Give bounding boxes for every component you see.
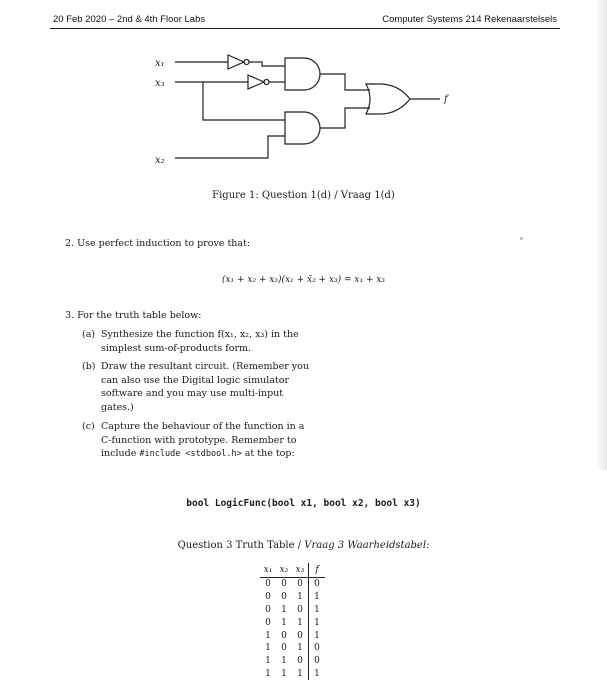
cell: 1: [265, 643, 271, 654]
question-2-text: 2. Use perfect induction to prove that:: [65, 238, 251, 249]
question-3-text: 3. For the truth table below:: [65, 310, 202, 321]
table-row: [260, 604, 325, 617]
table-row: [260, 629, 325, 642]
cell: 0: [265, 592, 271, 603]
cell: 0: [309, 642, 326, 655]
cell: 1: [297, 592, 303, 603]
input-label-x1: x₁: [155, 58, 165, 69]
truth-table-caption: [0, 540, 607, 551]
decorative-dot: [520, 237, 523, 240]
and-gate-top: [285, 58, 320, 90]
table-row: [260, 668, 325, 681]
cell: 1: [309, 604, 326, 617]
or-gate: [366, 84, 410, 114]
cell: 1: [265, 630, 271, 641]
not-gate-x1: [228, 55, 244, 69]
figure-caption: Figure 1: Question 1(d) / Vraag 1(d): [212, 190, 395, 201]
cell: 1: [281, 604, 287, 615]
cell: 1: [265, 668, 271, 679]
cell: 1: [309, 591, 326, 604]
part-label: (a): [82, 329, 96, 340]
cell: 1: [309, 616, 326, 629]
cell: 0: [265, 604, 271, 615]
cell: 1: [309, 668, 326, 681]
cell: 0: [297, 630, 303, 641]
and-gate-bottom: [285, 112, 320, 144]
part-text: Draw the resultant circuit. (Remember you can also use the Digital logic simulator software and you may use multi-input gates.): [101, 361, 310, 413]
output-label-f: f: [444, 94, 448, 105]
truth-table: [260, 563, 325, 680]
cell: 0: [265, 617, 271, 628]
header-rule: [50, 28, 560, 29]
cell: 1: [281, 617, 287, 628]
cell: 0: [281, 643, 287, 654]
cell: 1: [297, 668, 303, 679]
table-row: [260, 616, 325, 629]
cell: 0: [281, 630, 287, 641]
wire-not-x1: [249, 62, 285, 66]
part-label: (c): [82, 421, 95, 432]
wire-x2: [175, 136, 285, 158]
header-left-text: 20 Feb 2020 – 2nd & 4th Floor Labs: [53, 14, 206, 25]
cell: 1: [297, 643, 303, 654]
cell: 0: [281, 579, 287, 590]
question-3c: [82, 420, 310, 462]
function-prototype: bool LogicFunc(bool x1, bool x2, bool x3): [186, 498, 421, 509]
cell: 0: [297, 656, 303, 667]
cell: 0: [297, 579, 303, 590]
not-gate-x3: [248, 75, 264, 89]
truth-table-caption-italic: Vraag 3 Waarheidstabel:: [304, 540, 430, 551]
question-2-equation: (x₁ + x₂ + x₃)(x₁ + x̄₂ + x₃) = x₁ + x₃: [221, 275, 386, 285]
cell: 0: [309, 578, 326, 591]
truth-table-caption-text: Question 3 Truth Table /: [177, 540, 302, 551]
header-x2: x₂: [276, 563, 292, 578]
table-row: [260, 591, 325, 604]
cell: 1: [281, 656, 287, 667]
header-f: f: [309, 563, 326, 578]
cell: 1: [265, 656, 271, 667]
cell: 1: [309, 629, 326, 642]
cell: 0: [297, 604, 303, 615]
part-text: Synthesize the function f(x₁, x₂, x₃) in the simplest sum-of-products form.: [101, 329, 299, 354]
cell: 1: [281, 668, 287, 679]
header-x3: x₃: [292, 563, 309, 578]
header-x1: x₁: [260, 563, 276, 578]
table-row: [260, 578, 325, 591]
question-3a: [82, 328, 310, 355]
cell: 0: [265, 579, 271, 590]
part-text: [101, 420, 310, 462]
question-3b: [82, 360, 310, 414]
part-text-after: at the top:: [244, 448, 295, 459]
table-row: [260, 642, 325, 655]
wire-and-bottom-out: [320, 108, 370, 128]
part-label: (b): [82, 361, 96, 372]
include-code: #include <stdbool.h>: [139, 449, 242, 459]
wire-and-top-out: [320, 74, 370, 90]
wire-x3-branch: [203, 82, 285, 120]
header-right-text: Computer Systems 214 Rekenaarstelsels: [382, 14, 557, 25]
table-row: [260, 655, 325, 668]
input-label-x2: x₂: [155, 155, 165, 166]
input-label-x3: x₃: [155, 78, 165, 89]
part-text-before: Capture the behaviour of the function in a C-function with prototype. Remember to include: [101, 421, 305, 459]
cell: 1: [297, 617, 303, 628]
cell: 0: [309, 655, 326, 668]
cell: 0: [281, 592, 287, 603]
truth-table-header-row: [260, 563, 325, 578]
logic-circuit-diagram: [0, 40, 607, 180]
